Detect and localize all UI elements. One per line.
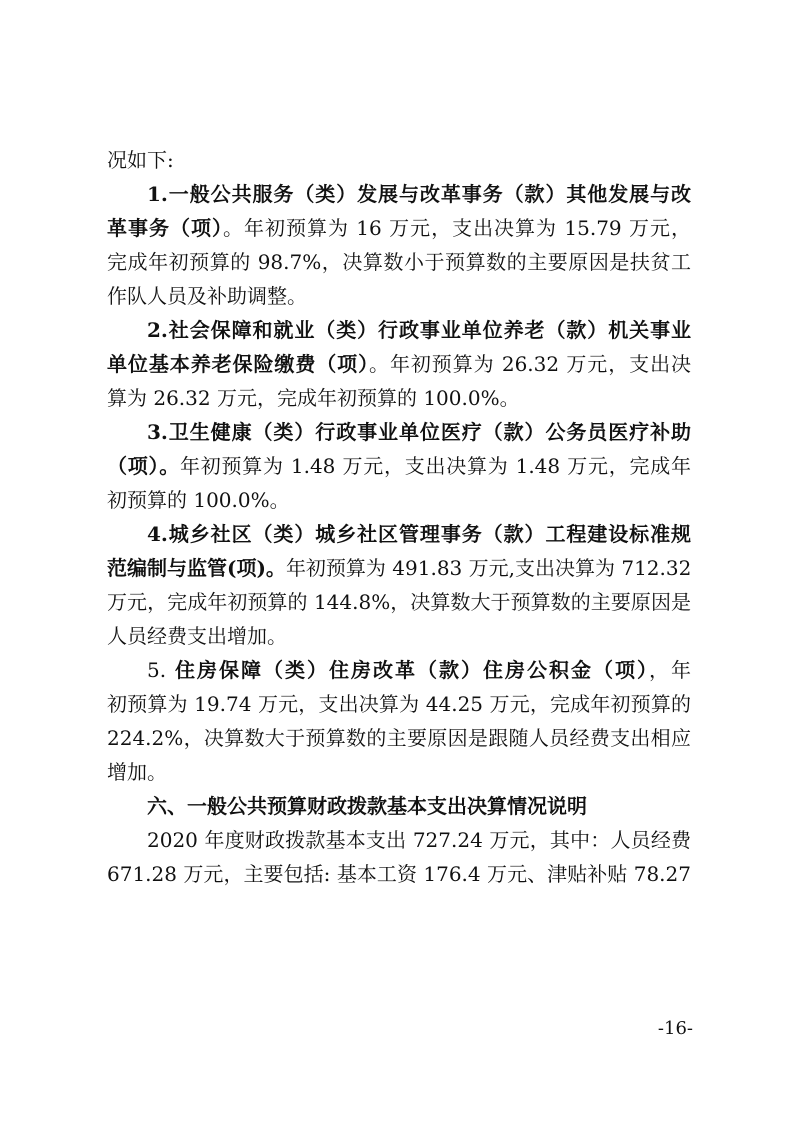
text-line: 作队人员及补助调整。 [107, 284, 307, 308]
text-line: 革事务（项）。年初预算为 16 万元，支出决算为 15.79 万元， [107, 216, 691, 240]
text-line: 算为 26.32 万元，完成年初预算的 100.0%。 [107, 386, 520, 410]
item-5-heading: 5. 住房保障（类）住房改革（款）住房公积金（项），年 [147, 658, 691, 682]
text-line: 人员经费支出增加。 [107, 624, 287, 648]
text-line: 224.2%，决算数大于预算数的主要原因是跟随人员经费支出相应 [107, 726, 691, 750]
text-line: 2020 年度财政拨款基本支出 727.24 万元，其中：人员经费 [147, 828, 691, 852]
item-1-heading: 1.一般公共服务（类）发展与改革事务（款）其他发展与改 [147, 182, 691, 206]
text-line: （项）。年初预算为 1.48 万元，支出决算为 1.48 万元，完成年 [107, 454, 691, 478]
item-2-heading: 2.社会保障和就业（类）行政事业单位养老（款）机关事业 [147, 318, 691, 342]
text-line: 况如下: [107, 148, 174, 172]
item-3-heading: 3.卫生健康（类）行政事业单位医疗（款）公务员医疗补助 [147, 420, 691, 444]
text-line: 单位基本养老保险缴费（项）。年初预算为 26.32 万元，支出决 [107, 352, 691, 376]
text-line: 初预算的 100.0%。 [107, 488, 290, 512]
page-number: -16- [657, 1018, 693, 1039]
section-6-heading: 六、一般公共预算财政拨款基本支出决算情况说明 [147, 794, 587, 818]
item-4-heading: 4.城乡社区（类）城乡社区管理事务（款）工程建设标准规 [147, 522, 691, 546]
text-line: 671.28 万元，主要包括: 基本工资 176.4 万元、津贴补贴 78.27 [107, 862, 691, 886]
body-text [107, 143, 691, 891]
text-line: 完成年初预算的 98.7%，决算数小于预算数的主要原因是扶贫工 [107, 250, 691, 274]
text-line: 万元，完成年初预算的 144.8%，决算数大于预算数的主要原因是 [107, 590, 691, 614]
text-line: 范编制与监管(项)。年初预算为 491.83 万元,支出决算为 712.32 [107, 556, 691, 580]
text-line: 增加。 [107, 760, 167, 784]
text-line: 初预算为 19.74 万元，支出决算为 44.25 万元，完成年初预算的 [107, 692, 691, 716]
